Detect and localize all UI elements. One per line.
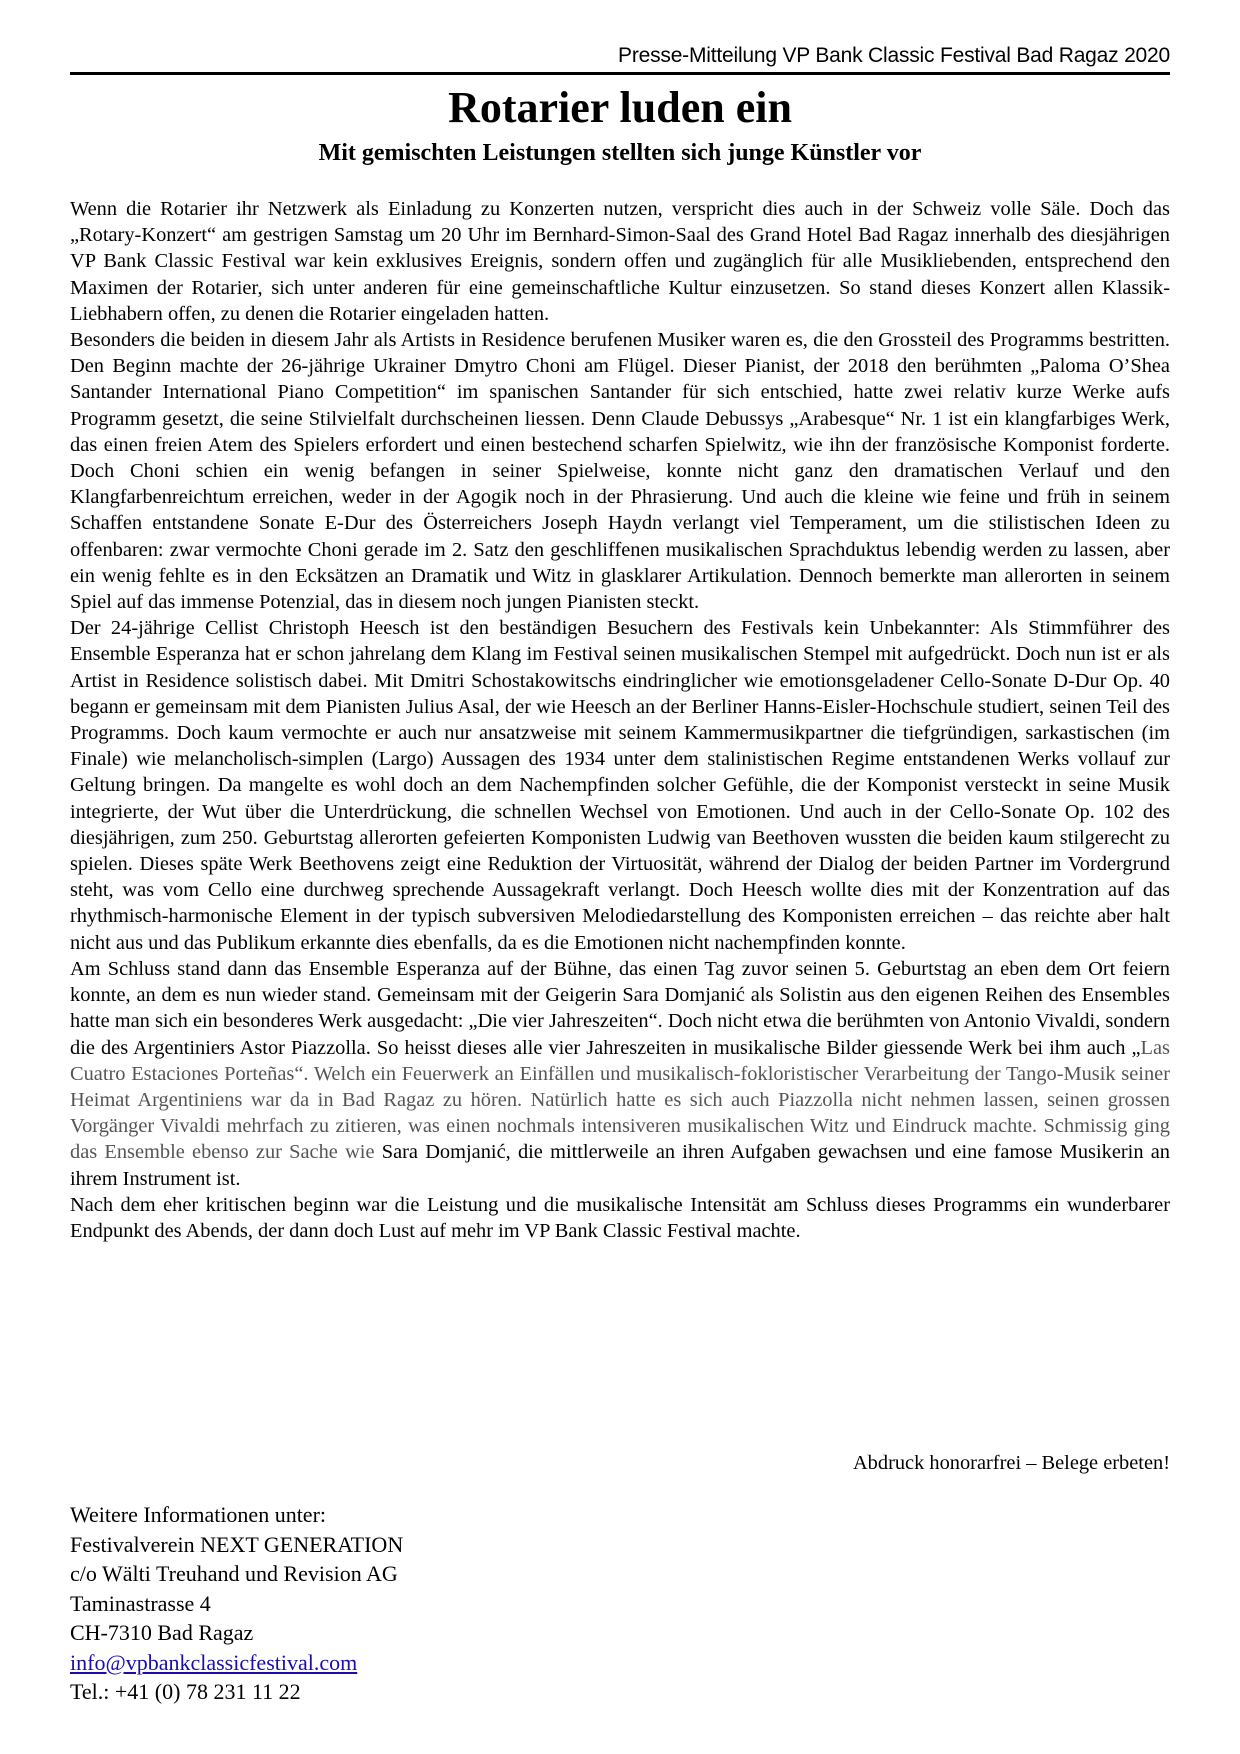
reprint-disclaimer: Abdruck honorarfrei – Belege erbeten! — [852, 1452, 1170, 1474]
running-header: Presse-Mitteilung VP Bank Classic Festival Bad Ragaz 2020 — [618, 44, 1170, 67]
contact-street: Taminastrasse 4 — [70, 1590, 211, 1616]
paragraph-ensemble-gray-segment: Las Cuatro Estaciones Porteñas“. Welch ein Feuerwerk an Einfällen und musikalisch-fokloristischer Verarbeitung der Tango-Musik seiner Heimat Argentiniens war da in Bad Ragaz zu hören. Natürlich hatte es sich auch Piazzolla nicht nehmen lassen, seinen grossen Vorgänger Vivaldi mehrfach zu zitieren, was einen nochmals intensiveren musikalischen Witz und Eindruck machte. Schmissig ging das Ensemble ebenso zur Sache wie — [70, 1036, 1170, 1164]
paragraph-conclusion: Nach dem eher kritischen beginn war die Leistung und die musikalische Intensität am Schluss dieses Programms ein wunderbarer Endpunkt des Abends, der dann doch Lust auf mehr im VP Bank Classic Festival machte. — [70, 1193, 1170, 1242]
paragraph-intro: Wenn die Rotarier ihr Netzwerk als Einladung zu Konzerten nutzen, verspricht dies auch in der Schweiz volle Säle. Doch das „Rotary-Konzert“ am gestrigen Samstag um 20 Uhr im Bernhard-Simon-Saal des Grand Hotel Bad Ragaz innerhalb des diesjährigen VP Bank Classic Festival war kein exklusives Ereignis, sondern offen und zugänglich für alle Musikliebenden, entsprechend den Maximen der Rotarier, sich unter anderen für eine gemeinschaftliche Kultur einzusetzen. So stand dieses Konzert allen Klassik-Liebhabern offen, zu denen die Rotarier eingeladen hatten. — [70, 198, 1170, 325]
paragraph-ensemble-part3: Sara Domjanić, die mittlerweile an ihren Aufgaben gewachsen und eine famose Musikerin an ihrem Instrument ist. — [70, 1141, 1170, 1190]
contact-block — [70, 1500, 403, 1707]
paragraph-choni: Besonders die beiden in diesem Jahr als Artists in Residence berufenen Musiker waren es, die den Grossteil des Programms bestritten. Den Beginn machte der 26-jährige Ukrainer Dmytro Choni am Flügel. Dieser Pianist, der 2018 den berühmten „Paloma O’Shea Santander International Piano Competition“ im spanischen Santander für sich entschied, hatte zwei relativ kurze Werke aufs Programm gesetzt, die seine Stilvielfalt durchscheinen liessen. Denn Claude Debussys „Arabesque“ Nr. 1 ist ein klangfarbiges Werk, das einen freien Atem des Spielers erfordert und einen bestechend scharfen Spielwitz, wie ihn der französische Komponist forderte. Doch Choni schien ein wenig befangen in seiner Spielweise, konnte nicht ganz den dramatischen Verlauf und den Klangfarbenreichtum erreichen, weder in der Agogik noch in der Phrasierung. Und auch die kleine wie feine und früh in seinem Schaffen entstandene Sonate E-Dur des Österreichers Joseph Haydn verlangt viel Temperament, um die stilistischen Ideen zu offenbaren: zwar vermochte Choni gerade im 2. Satz den geschliffenen musikalischen Sprachduktus lebendig werden zu lassen, aber ein wenig fehlte es in den Ecksätzen an Dramatik und Witz in glasklarer Artikulation. Dennoch bemerkte man allerorten in seinem Spiel auf das immense Potenzial, das in diesem noch jungen Pianisten steckt. — [70, 329, 1170, 614]
contact-care-of: c/o Wälti Treuhand und Revision AG — [70, 1561, 398, 1586]
paragraph-ensemble-part1: Am Schluss stand dann das Ensemble Esperanza auf der Bühne, das einen Tag zuvor seinen 5. Geburtstag an eben dem Ort feiern konnte, an dem es nun wieder stand. Gemeinsam mit der Geigerin Sara Domjanić als Solistin aus den eigenen Reihen des Ensembles hatte man sich ein besonderes Werk ausgedacht: „Die vier Jahreszeiten“. Doch nicht etwa die berühmten von Antonio Vivaldi, sondern die des Argentiniers Astor Piazzolla. So heisst dieses alle vier Jahreszeiten in musikalische Bilder giessende Werk bei ihm auch „ — [70, 957, 1170, 1059]
article-body — [70, 196, 1170, 1244]
contact-intro: Weitere Informationen unter: — [70, 1502, 327, 1527]
paragraph-ensemble — [70, 956, 1170, 1192]
paragraph-heesch: Der 24-jährige Cellist Christoph Heesch ist den beständigen Besuchern des Festivals kein Unbekannter: Als Stimmführer des Ensemble Esperanza hat er schon jahrelang dem Klang im Festival seinen musikalischen Stempel mit aufgedrückt. Doch nun ist er als Artist in Residence solistisch dabei. Mit Dmitri Schostakowitschs eindringlicher wie emotionsgeladener Cello-Sonate D-Dur Op. 40 begann er gemeinsam mit dem Pianisten Julius Asal, der wie Heesch an der Berliner Hanns-Eisler-Hochschule studiert, seinen Teil des Programms. Doch kaum vermochte er auch nur ansatzweise mit seinem Kammermusikpartner die tiefgründigen, sarkastischen (im Finale) wie melancholisch-simplen (Largo) Aussagen des 1934 unter dem stalinistischen Regime entstandenen Werks vollauf zur Geltung bringen. Da mangelte es wohl doch an dem Nachempfinden solcher Gefühle, die der Komponist versteckt in seine Musik integrierte, der Wut über die Unterdrückung, die schnellen Wechsel von Emotionen. Und auch in der Cello-Sonate Op. 102 des diesjährigen, zum 250. Geburtstag allerorten gefeierten Komponisten Ludwig van Beethoven wussten die beiden kaum stilgerecht zu spielen. Dieses späte Werk Beethovens zeigt eine Reduktion der Virtuosität, während der Dialog der beiden Partner im Vordergrund steht, was vom Cello eine durchweg sprechende Aussagekraft verlangt. Doch Heesch wollte dies mit der Konzentration auf das rhythmisch-harmonische Element in der typisch subversiven Melodiedarstellung des Komponisten erreichen – das reichte aber halt nicht aus und das Publikum erkannte dies ebenfalls, da es die Emotionen nicht nachempfinden konnte. — [70, 617, 1170, 954]
contact-phone: Tel.: +41 (0) 78 231 11 22 — [70, 1679, 301, 1704]
article-title: Rotarier luden ein — [448, 83, 792, 132]
contact-city: CH-7310 Bad Ragaz — [70, 1620, 254, 1645]
header-divider — [70, 72, 1170, 75]
contact-email-link[interactable]: info@vpbankclassicfestival.com — [70, 1649, 358, 1675]
article-subtitle: Mit gemischten Leistungen stellten sich junge Künstler vor — [318, 140, 922, 166]
contact-organization: Festivalverein NEXT GENERATION — [70, 1531, 404, 1557]
